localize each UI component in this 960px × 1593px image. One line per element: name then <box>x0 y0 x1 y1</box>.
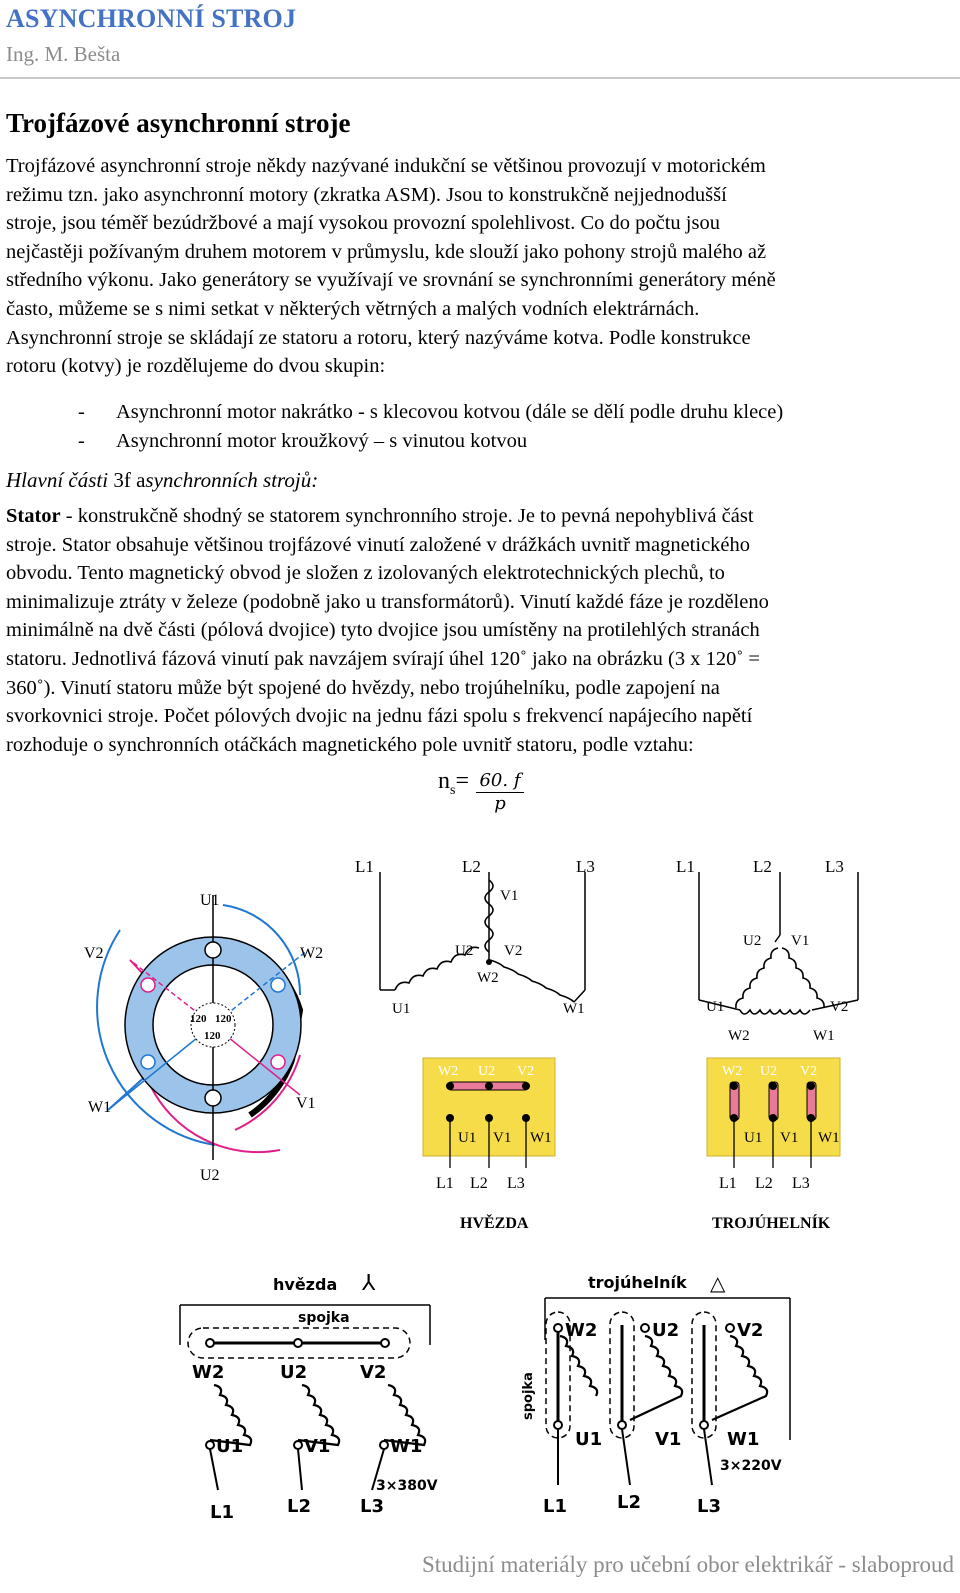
stator-line: minimalizuje ztráty v železe (podobně jako u transformátorů). Vinutí každé fáze je rozděleno <box>6 590 769 613</box>
stator-line: stroje. Stator obsahuje většinou trojfázové vinutí založené v drážkách uvnitř magnetického <box>6 533 751 556</box>
intro-line: středního výkonu. Jako generátory se využívají ve srovnání se synchronními generátory méně <box>6 269 776 292</box>
svg-text:L3: L3 <box>825 857 844 876</box>
delta-wiring-diagram <box>521 1271 790 1517</box>
svg-text:U2: U2 <box>743 933 762 949</box>
svg-text:W1: W1 <box>563 1001 585 1017</box>
svg-text:L1: L1 <box>676 857 695 876</box>
intro-line: režimu tzn. jako asynchronní motory (zkratka ASM). Jsou to konstrukčně nejjednodušší <box>6 183 727 206</box>
svg-text:U2: U2 <box>652 1320 680 1341</box>
svg-text:3×220V: 3×220V <box>720 1458 782 1474</box>
svg-text:W1: W1 <box>818 1130 840 1146</box>
svg-text:U2: U2 <box>280 1362 308 1383</box>
svg-text:V2: V2 <box>737 1320 764 1341</box>
stator-line: svorkovnici stroje. Počet pólových dvojic na jednu fázi spolu s frekvencí napájecího napětí <box>6 705 753 728</box>
svg-text:U2: U2 <box>455 943 474 959</box>
formula-numerator: 60. f <box>476 770 524 793</box>
svg-text:W2: W2 <box>192 1362 225 1383</box>
svg-text:L2: L2 <box>755 1175 773 1192</box>
svg-text:V1: V1 <box>780 1130 799 1146</box>
svg-text:V2: V2 <box>830 999 849 1015</box>
stator-line: minimálně na dvě části (pólová dvojice) tyto dvojice jsou umístěny na protilehlých stranách <box>6 619 760 642</box>
star-caption: HVĚZDA <box>460 1215 529 1232</box>
svg-text:V1: V1 <box>500 888 519 904</box>
delta-caption: TROJÚHELNÍK <box>712 1215 831 1232</box>
svg-text:L2: L2 <box>470 1175 488 1192</box>
svg-text:spojka: spojka <box>298 1310 350 1326</box>
svg-text:W2: W2 <box>477 970 499 986</box>
list-item: - Asynchronní motor kroužkový – s vinutou kotvou <box>78 429 528 452</box>
svg-text:L1: L1 <box>719 1175 737 1192</box>
delta-diagram <box>676 857 858 1232</box>
stator-line: obvodu. Tento magnetický obvod je složen z izolovaných elektrotechnických plechů, to <box>6 562 725 585</box>
svg-text:U1: U1 <box>392 1001 411 1017</box>
intro-line: nejčastěji požívaným druhem motorem v průmyslu, kde slouží jako pohony strojů malého až <box>6 240 767 263</box>
svg-text:△: △ <box>710 1271 726 1295</box>
svg-text:W1: W1 <box>813 1028 835 1044</box>
svg-text:U1: U1 <box>458 1130 477 1146</box>
svg-text:W1: W1 <box>727 1429 760 1450</box>
star-line-l3: L3 <box>576 857 595 876</box>
svg-text:U2: U2 <box>478 1064 496 1079</box>
stator-line: Stator - konstrukčně shodný se statorem synchronního stroje. Je to pevná nepohyblivá část <box>6 505 754 527</box>
label-v2: V2 <box>84 945 104 962</box>
svg-text:U2: U2 <box>760 1064 778 1079</box>
svg-text:W2: W2 <box>565 1320 598 1341</box>
svg-text:L3: L3 <box>697 1496 721 1517</box>
svg-text:L3: L3 <box>792 1175 810 1192</box>
star-line-l1: L1 <box>355 857 374 876</box>
svg-text:W2: W2 <box>722 1064 743 1079</box>
angle-label: 120 <box>204 1030 221 1042</box>
svg-text:L1: L1 <box>210 1502 234 1523</box>
svg-text:L2: L2 <box>287 1496 311 1517</box>
svg-text:U1: U1 <box>575 1429 603 1450</box>
intro-line: stroje, jsou téměř bezúdržbové a mají vysokou provozní spolehlivost. Co do počtu jsou <box>6 212 720 235</box>
footer-text: Studijní materiály pro učební obor elektrikář - slaboproud <box>421 1552 954 1577</box>
svg-text:V1: V1 <box>304 1436 331 1457</box>
svg-text:⅄: ⅄ <box>362 1271 376 1296</box>
formula-denominator: p <box>494 793 506 814</box>
stator-term: Stator <box>6 505 61 527</box>
svg-text:L1: L1 <box>543 1496 567 1517</box>
svg-text:L3: L3 <box>507 1175 525 1192</box>
section-title: Trojfázové asynchronní stroje <box>6 108 351 138</box>
document-title: ASYNCHRONNÍ STROJ <box>6 4 297 33</box>
svg-text:L2: L2 <box>753 857 772 876</box>
sync-speed-formula: $n_s=$ <box>438 768 469 798</box>
label-u2: U2 <box>200 1167 220 1184</box>
svg-text:U1: U1 <box>744 1130 763 1146</box>
label-w2: W2 <box>300 945 324 962</box>
list-item: - Asynchronní motor nakrátko - s klecovou kotvou (dále se dělí podle druhu klece) <box>78 401 784 423</box>
star-diagram <box>355 857 595 1232</box>
svg-text:V2: V2 <box>360 1362 387 1383</box>
svg-text:V2: V2 <box>517 1064 535 1079</box>
svg-text:trojúhelník: trojúhelník <box>588 1273 687 1292</box>
svg-text:V1: V1 <box>655 1429 682 1450</box>
angle-label: 120 <box>215 1013 232 1025</box>
intro-line: Trojfázové asynchronní stroje někdy nazývané indukční se většinou provozují v motorickém <box>6 155 766 177</box>
svg-text:3×380V: 3×380V <box>376 1478 438 1494</box>
svg-text:V1: V1 <box>791 933 810 949</box>
stator-line: 360˚). Vinutí statoru může být spojené do hvězdy, nebo trojúhelníku, podle zapojení na <box>6 676 720 699</box>
svg-text:W2: W2 <box>728 1028 750 1044</box>
label-w1: W1 <box>88 1099 112 1116</box>
stator-diagram <box>84 892 323 1184</box>
svg-text:V2: V2 <box>800 1064 818 1079</box>
document-author: Ing. M. Bešta <box>6 42 121 66</box>
svg-text:L1: L1 <box>436 1175 454 1192</box>
svg-text:W1: W1 <box>530 1130 552 1146</box>
svg-text:V1: V1 <box>493 1130 512 1146</box>
intro-line: často, můžeme se s nimi setkat v některých větrných a malých vodních elektrárnách. <box>6 297 700 320</box>
svg-text:W2: W2 <box>438 1064 459 1079</box>
label-u1: U1 <box>200 892 220 909</box>
star-wiring-diagram <box>180 1271 438 1523</box>
svg-text:hvězda: hvězda <box>273 1275 338 1294</box>
label-v1: V1 <box>296 1095 316 1112</box>
svg-text:V2: V2 <box>504 943 523 959</box>
svg-text:L2: L2 <box>617 1492 641 1513</box>
star-line-l2: L2 <box>462 857 481 876</box>
stator-line: rozhoduje o synchronních otáčkách magnetického pole uvnitř statoru, podle vztahu: <box>6 733 694 756</box>
intro-line: Asynchronní stroje se skládají ze statoru a rotoru, který nazýváme kotva. Podle konstrukce <box>6 326 751 349</box>
main-parts-heading: Hlavní části 3f asynchronních strojů: <box>6 468 319 492</box>
svg-text:spojka: spojka <box>521 1372 536 1420</box>
intro-line: rotoru (kotvy) je rozdělujeme do dvou skupin: <box>6 355 386 378</box>
stator-line: statoru. Jednotlivá fázová vinutí pak navzájem svírají úhel 120˚ jako na obrázku (3 x 120˚ = <box>6 647 760 670</box>
svg-text:U1: U1 <box>706 999 725 1015</box>
svg-text:W1: W1 <box>390 1436 423 1457</box>
angle-label: 120 <box>190 1013 207 1025</box>
svg-text:U1: U1 <box>216 1436 244 1457</box>
svg-text:L3: L3 <box>360 1496 384 1517</box>
